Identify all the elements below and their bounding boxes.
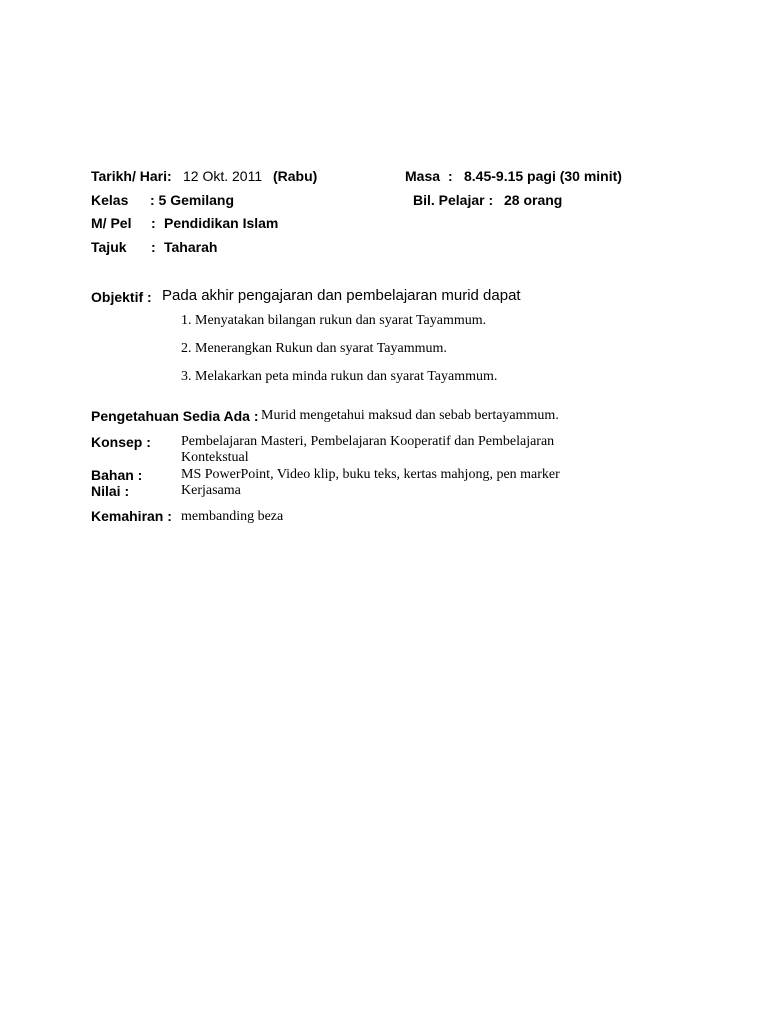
tajuk-separator: : xyxy=(151,239,156,255)
mpel-value: Pendidikan Islam xyxy=(164,215,279,231)
tajuk-label: Tajuk xyxy=(91,239,127,255)
nilai-value: Kerjasama xyxy=(181,483,241,498)
masa-label: Masa xyxy=(405,168,441,184)
objektif-label: Objektif : xyxy=(91,289,152,305)
mpel-separator: : xyxy=(151,215,156,231)
objektif-item-2: 2. Menerangkan Rukun dan syarat Tayammum. xyxy=(181,341,447,356)
nilai-label: Nilai : xyxy=(91,483,130,499)
kemahiran-value: membanding beza xyxy=(181,509,284,524)
kelas-value: : 5 Gemilang xyxy=(150,192,235,208)
pengetahuan-value: Murid mengetahui maksud dan sebab bertayammum. xyxy=(261,408,559,423)
bil-pelajar-label: Bil. Pelajar : xyxy=(413,192,494,208)
tarikh-value: 12 Okt. 2011 xyxy=(183,168,263,184)
tajuk-value: Taharah xyxy=(164,239,218,255)
tarikh-label: Tarikh/ Hari: xyxy=(91,168,172,184)
objektif-item-1: 1. Menyatakan bilangan rukun dan syarat Tayammum. xyxy=(181,313,487,328)
bil-pelajar-value: 28 orang xyxy=(504,192,563,208)
bahan-value: MS PowerPoint, Video klip, buku teks, kertas mahjong, pen marker xyxy=(181,467,560,482)
mpel-label: M/ Pel xyxy=(91,215,132,231)
hari-value: (Rabu) xyxy=(273,168,318,184)
objektif-item-3: 3. Melakarkan peta minda rukun dan syarat Tayammum. xyxy=(181,369,498,384)
pengetahuan-label: Pengetahuan Sedia Ada : xyxy=(91,408,259,424)
kelas-label: Kelas xyxy=(91,192,129,208)
bahan-label: Bahan : xyxy=(91,467,143,483)
konsep-line-2: Kontekstual xyxy=(181,450,249,465)
konsep-line-1: Pembelajaran Masteri, Pembelajaran Kooperatif dan Pembelajaran xyxy=(181,434,555,449)
konsep-label: Konsep : xyxy=(91,434,151,450)
objektif-intro: Pada akhir pengajaran dan pembelajaran murid dapat xyxy=(162,287,521,304)
masa-separator: : xyxy=(448,168,453,184)
masa-value: 8.45-9.15 pagi (30 minit) xyxy=(464,168,622,184)
kemahiran-label: Kemahiran : xyxy=(91,508,172,524)
